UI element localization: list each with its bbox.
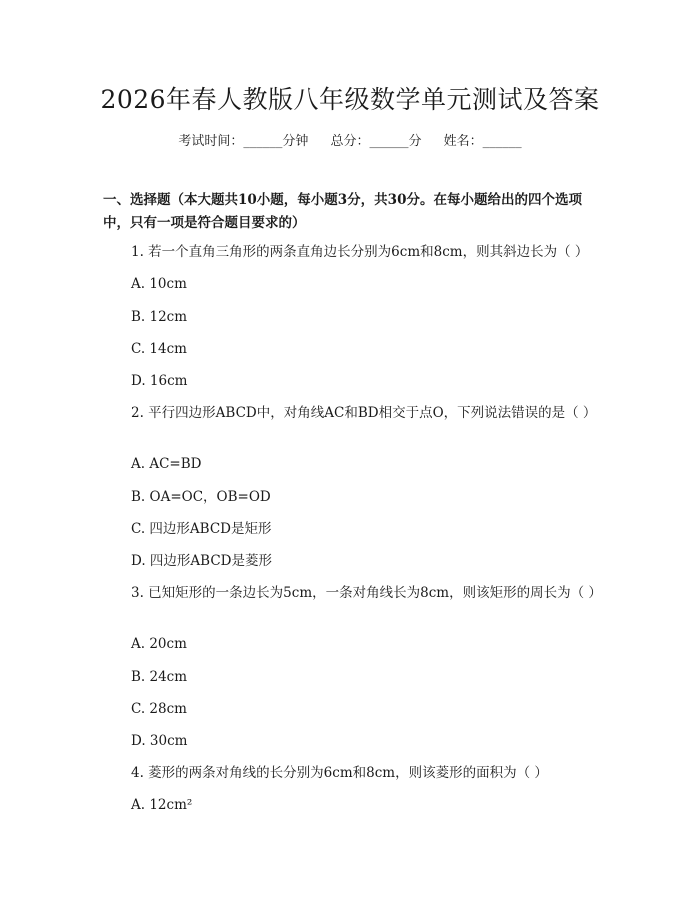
question-3-option-b: B. 24cm: [131, 669, 188, 685]
question-2-option-a: A. AC=BD: [131, 456, 202, 472]
question-1-stem: 1. 若一个直角三角形的两条直角边长分别为6cm和8cm，则其斜边长为（ ）: [131, 244, 589, 260]
question-1-option-a: A. 10cm: [131, 276, 187, 292]
question-2-stem: 2. 平行四边形ABCD中，对角线AC和BD相交于点O，下列说法错误的是（ ）: [131, 405, 597, 421]
exam-meta-line: 考试时间：______分钟 总分：______分 姓名：______: [178, 134, 522, 149]
question-2-option-c: C. 四边形ABCD是矩形: [131, 521, 272, 537]
question-3-option-c: C. 28cm: [131, 701, 187, 717]
page-title: 2026年春人教版八年级数学单元测试及答案: [100, 85, 600, 114]
question-4-stem: 4. 菱形的两条对角线的长分别为6cm和8cm，则该菱形的面积为（ ）: [131, 765, 548, 781]
question-3-option-d: D. 30cm: [131, 733, 188, 749]
question-2-option-d: D. 四边形ABCD是菱形: [131, 553, 272, 569]
question-1-option-b: B. 12cm: [131, 309, 188, 325]
question-2-option-b: B. OA=OC，OB=OD: [131, 489, 271, 505]
question-1-option-c: C. 14cm: [131, 341, 187, 357]
question-4-option-a: A. 12cm²: [131, 797, 193, 813]
question-1-option-d: D. 16cm: [131, 373, 188, 389]
question-3-option-a: A. 20cm: [131, 636, 187, 652]
section-heading: 一、选择题（本大题共10小题，每小题3分，共30分。在每小题给出的四个选项中，只有一项是符合题目要求的）: [103, 192, 582, 231]
question-3-stem: 3. 已知矩形的一条边长为5cm，一条对角线长为8cm，则该矩形的周长为（ ）: [131, 585, 602, 601]
